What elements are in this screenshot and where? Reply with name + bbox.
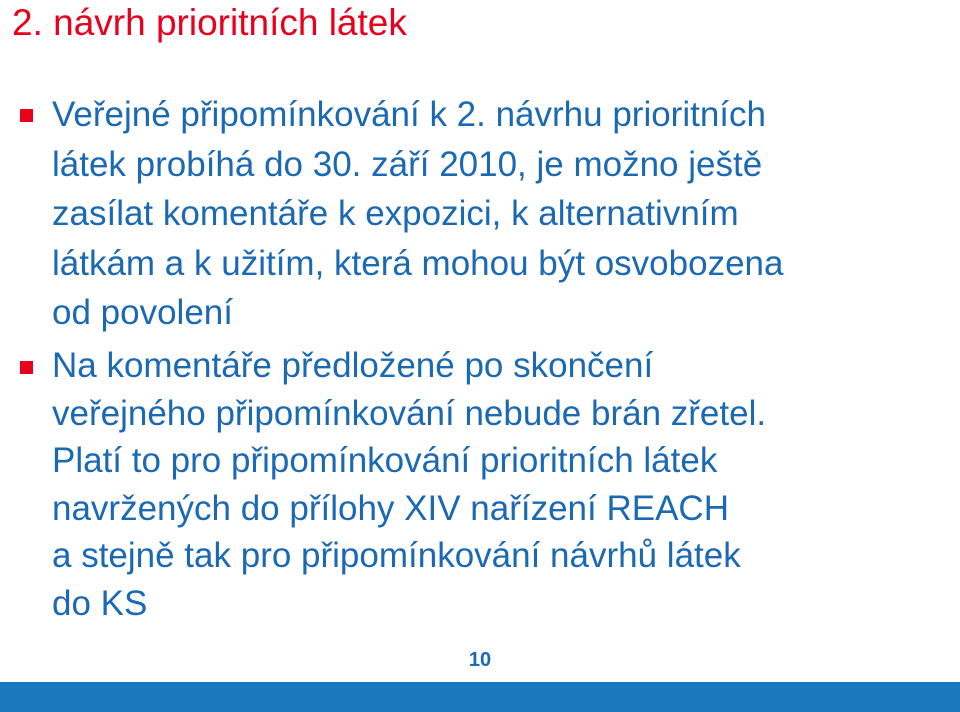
- text-line: látkám a k užitím, která mohou být osvobozena: [52, 243, 784, 283]
- text-line: Platí to pro připomínkování prioritních látek: [52, 441, 718, 480]
- bullet-text: [52, 342, 950, 627]
- text-line: Veřejné připomínkování k 2. návrhu prioritních: [52, 95, 766, 134]
- bullet-item-public-consultation: [20, 90, 950, 338]
- page-number: 10: [468, 649, 492, 671]
- text-line: Na komentáře předložené po skončení: [52, 346, 654, 385]
- footer-bar: [0, 682, 960, 712]
- square-bullet-icon: [20, 361, 33, 374]
- text-line: zasílat komentáře k expozici, k alternativním: [52, 194, 739, 234]
- text-line: veřejného připomínkování nebude brán zřetel.: [52, 393, 767, 433]
- bullet-text: [52, 90, 950, 338]
- square-bullet-icon: [20, 109, 33, 122]
- text-line: látek probíhá do 30. září 2010, je možno ještě: [52, 144, 763, 184]
- bullet-item-late-comments: [20, 342, 950, 627]
- text-line: od povolení: [52, 293, 233, 333]
- slide-title: 2. návrh prioritních látek: [12, 2, 407, 43]
- text-line: a stejně tak pro připomínkování návrhů látek: [52, 536, 741, 575]
- text-line: do KS: [52, 583, 148, 623]
- text-line: navržených do přílohy XIV nařízení REACH: [52, 488, 729, 528]
